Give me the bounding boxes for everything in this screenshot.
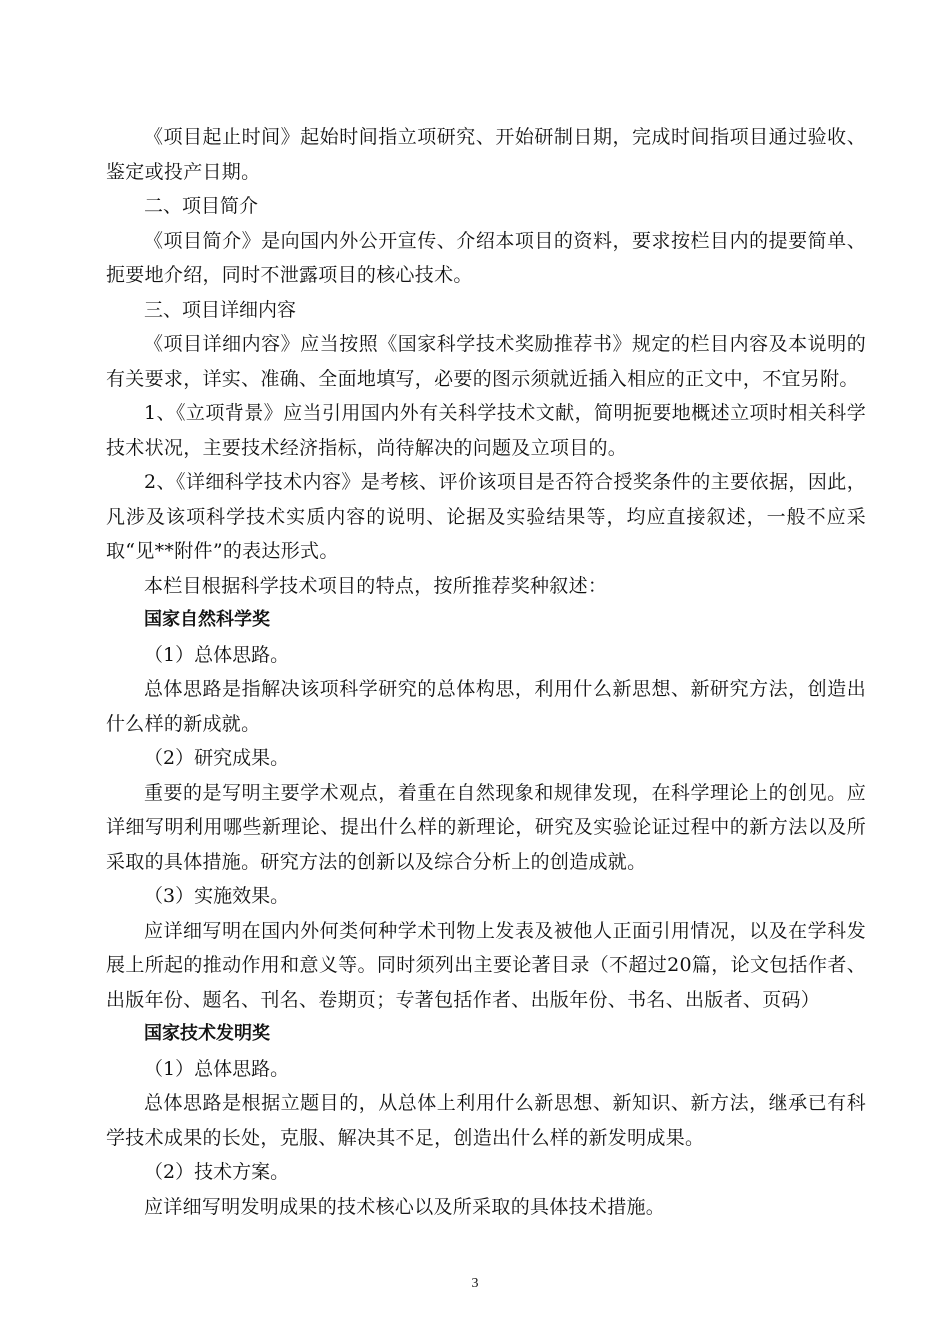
paragraph: 《项目简介》是向国内外公开宣传、介绍本项目的资料，要求按栏目内的提要简单、扼要地介绍，同时不泄露项目的核心技术。 bbox=[106, 229, 866, 286]
section-heading: 三、项目详细内容 bbox=[144, 298, 297, 321]
paragraph: 《项目起止时间》起始时间指立项研究、开始研制日期，完成时间指项目通过验收、鉴定或投产日期。 bbox=[106, 126, 866, 183]
paragraph: 《项目详细内容》应当按照《国家科学技术奖励推荐书》规定的栏目内容及本说明的有关要求，详实、准确、全面地填写，必要的图示须就近插入相应的正文中，不宜另附。 bbox=[106, 333, 866, 390]
paragraph: 本栏目根据科学技术项目的特点，按所推荐奖种叙述： bbox=[144, 574, 608, 597]
paragraph: 重要的是写明主要学术观点，着重在自然现象和规律发现，在科学理论上的创见。应详细写明利用哪些新理论、提出什么样的新理论，研究及实验论证过程中的新方法以及所采取的具体措施。研究方法的创新以及综合分析上的创造成就。 bbox=[106, 781, 866, 873]
subheading: （1）总体思路。 bbox=[144, 643, 290, 666]
document-body bbox=[106, 120, 866, 1224]
award-heading: 国家技术发明奖 bbox=[144, 1023, 270, 1044]
paragraph: 1、《立项背景》应当引用国内外有关科学技术文献，简明扼要地概述立项时相关科学技术状况，主要技术经济指标，尚待解决的问题及立项目的。 bbox=[106, 402, 866, 459]
paragraph: 2、《详细科学技术内容》是考核、评价该项目是否符合授奖条件的主要依据，因此，凡涉及该项科学技术实质内容的说明、论据及实验结果等，均应直接叙述，一般不应采取“见**附件”的表达形式。 bbox=[106, 471, 866, 562]
subheading: （3）实施效果。 bbox=[144, 885, 290, 907]
paragraph: 总体思路是指解决该项科学研究的总体构思，利用什么新思想、新研究方法，创造出什么样的新成就。 bbox=[106, 678, 866, 735]
award-heading: 国家自然科学奖 bbox=[144, 609, 270, 630]
subheading: （2）研究成果。 bbox=[144, 747, 290, 769]
paragraph: 应详细写明发明成果的技术核心以及所采取的具体技术措施。 bbox=[144, 1195, 666, 1218]
paragraph: 应详细写明在国内外何类何种学术刊物上发表及被他人正面引用情况，以及在学科发展上所起的推动作用和意义等。同时须列出主要论著目录（不超过20篇，论文包括作者、出版年份、题名、刊名、卷期页；专著包括作者、出版年份、书名、出版者、页码） bbox=[106, 919, 866, 1011]
section-heading: 二、项目简介 bbox=[144, 195, 259, 217]
subheading: （1）总体思路。 bbox=[144, 1057, 290, 1080]
page-number: 3 bbox=[471, 1276, 479, 1291]
paragraph: 总体思路是根据立题目的，从总体上利用什么新思想、新知识、新方法，继承已有科学技术成果的长处，克服、解决其不足，创造出什么样的新发明成果。 bbox=[106, 1092, 866, 1149]
subheading: （2）技术方案。 bbox=[144, 1161, 290, 1183]
